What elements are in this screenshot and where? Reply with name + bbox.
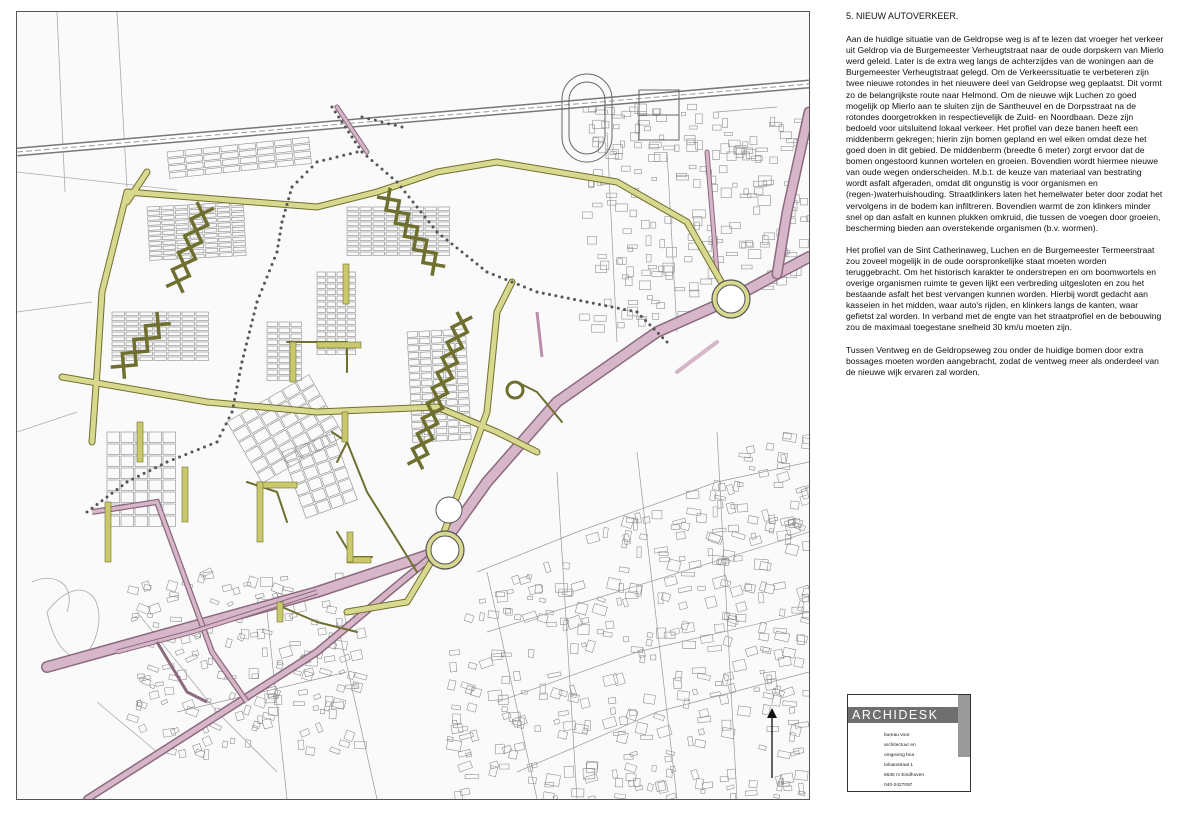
logo-name: ARCHIDESK <box>848 707 958 723</box>
paragraph-ventweg: Tussen Ventweg en de Geldropseweg zou onder de huidige bomen door extra bossages moeten worden aangebracht, zodat de ventweg meer als onderdeel van de nieuwe wijk ervaren zal worden. <box>846 344 1159 377</box>
logo-line: 5635 rv Eindhoven <box>884 773 925 778</box>
logo-line: architectuur en <box>884 743 916 748</box>
north-arrow-icon <box>764 708 780 780</box>
logo-address <box>884 731 924 791</box>
map-drawing <box>17 12 809 799</box>
roundabout-icon <box>426 531 464 569</box>
archidesk-logo-block <box>847 694 971 792</box>
section-heading: 5. NIEUW AUTOVERKEER. <box>846 11 959 21</box>
description-panel <box>846 11 1164 389</box>
logo-line: toloanstraat 1 <box>884 763 914 768</box>
logo-line: omgeving bna <box>884 753 915 758</box>
roundabout-icon <box>712 280 750 318</box>
logo-line: bureau voor <box>884 733 910 738</box>
paragraph-profiel: Het profiel van de Sint Catherinaweg, Luchen en de Burgemeester Termeerstraat zou zoveel mogelijk in de oude oorspronkelijke staat moeten worden teruggebracht. Om het historisch karakter te onderstrepen en om boomwortels en overige organismen ruimte te geven lijkt een verbreding uitgesloten en zou het bestaande asfalt het best vervangen kunnen worden. Hierbij wordt gedacht aan kasseien in het midden, waar auto's rijden, en klinkers langs de kanten, waar gefietst zal worden. In verband met de engte van het straatprofiel en de bebouwing zou de maximaal toegestane snelheid 30 km/u moeten zijn. <box>846 244 1162 333</box>
paragraph-autoverkeer: Aan de huidige situatie van de Geldropse weg is af te lezen dat vroeger het verkeer uit Geldrop via de Burgemeester Verheugtstraat naar de oude dorpskern van Mierlo werd geleid. Later is de extra weg langs de achterzijdes van de woningen aan de Burgemeester Verheugtstraat gelegd. Om de Verkeerssituatie te verbeteren zijn twee nieuwe rotondes in het nieuwere deel van Geldropse weg geplaatst. Dit vormt zo de belangrijkste route naar Helmond. Om de nieuwe wijk Luchen zo goed mogelijk op Mierlo aan te sluiten zijn de Santheuvel en de Dorpsstraat na de rotondes doorgetrokken in respectievelijk de Zuid- en Noordbaan. Deze zijn bedoeld voor uitsluitend lokaal verkeer. Het profiel van deze banen heeft een middenberm gekregen; hierin zijn bomen gepland en wel eiken omdat deze het goed doen in dit gebied. De middenberm (breedte 6 meter) zorgt ervoor dat de bomen ongestoord kunnen wortelen en groeien. Bovendien wordt hiermee nieuwe van oude wegen onderscheiden. M.b.t. de keuze van materiaal van bestrating wordt asfalt afgeraden, omdat dit ongunstig is voor organismen en (regen-)waterhuishouding. Straatklinkers laten het hemelwater beter door zodat het vervolgens in de bodem kan infiltreren. Bovendien warmt de zon klinkers minder snel op dan asfalt en kunnen plukken omkruid, die tussen de voegen door groeien, bescherming bieden aan overstekende organismen (b.v. wormen). <box>846 34 1164 233</box>
logo-accent-bar <box>958 695 970 757</box>
logo-line: 040-2427097 <box>884 783 913 788</box>
site-plan-map <box>16 11 810 800</box>
